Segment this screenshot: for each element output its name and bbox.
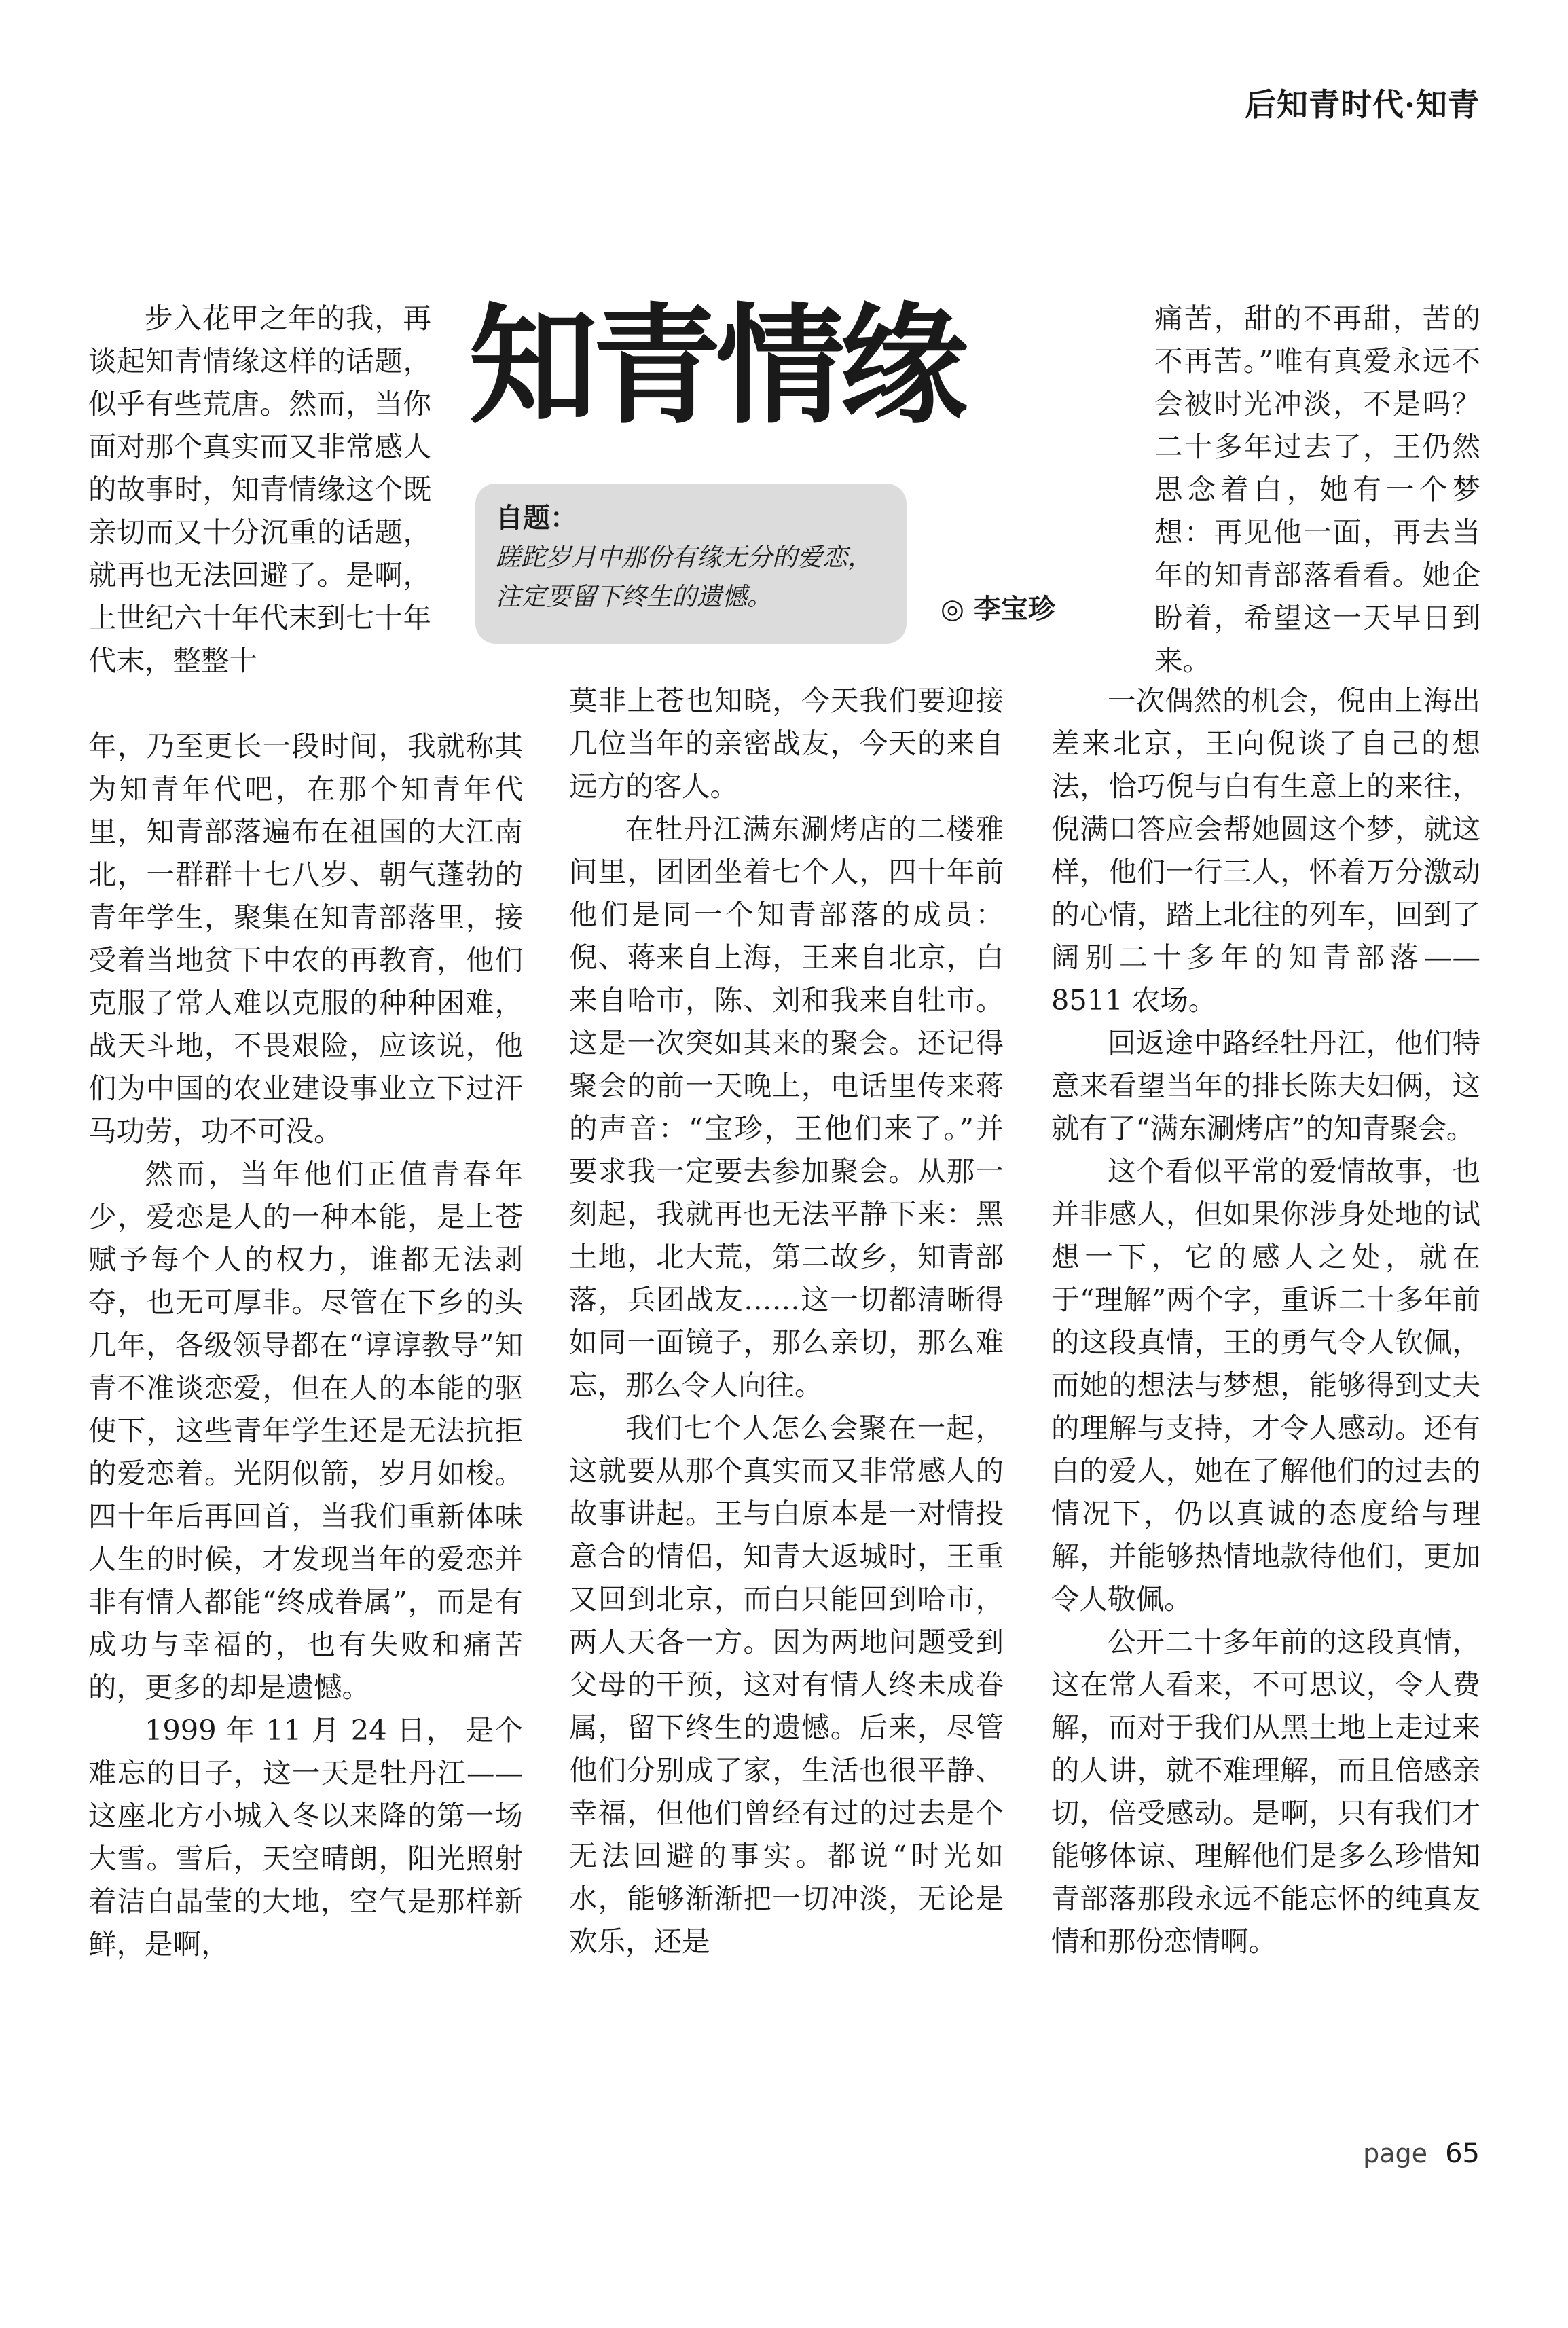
page-label: page (1363, 2139, 1427, 2168)
paragraph: 在牡丹江满东涮烤店的二楼雅间里，团团坐着七个人，四十年前他们是同一个知青部落的成员：倪、蒋来自上海，王来自北京，白来自哈市，陈、刘和我来自牡市。这是一次突如其来的聚会。还记得聚会的前一天晚上，电话里传来蒋的声音：“宝珍，王他们来了。”并要求我一定要去参加聚会。从那一刻起，我就再也无法平静下来：黑土地，北大荒，第二故乡，知青部落，兵团战友……这一切都清晰得如同一面镜子，那么亲切，那么难忘，那么令人向往。 (569, 812, 1004, 1402)
paragraph: 公开二十多年前的这段真情，这在常人看来，不可思议，令人费解，而对于我们从黑土地上走过来的人讲，就不难理解，而且倍感亲切，倍受感动。是啊，只有我们才能够体谅、理解他们是多么珍惜知青部落那段永远不能忘怀的纯真友情和那份恋情啊。 (1051, 1625, 1480, 1958)
author-mark-icon: ◎ (941, 594, 964, 625)
column-3-top (1154, 297, 1480, 682)
author-name: 李宝珍 (973, 594, 1055, 625)
section-header: 后知青时代·知青 (1244, 86, 1480, 123)
paragraph: 痛苦，甜的不再甜，苦的不再苦。”唯有真爱永远不会被时光冲淡，不是吗？二十多年过去了，王仍然思念着白，她有一个梦想：再见他一面，再去当年的知青部落看看。她企盼着，希望这一天早日到来。 (1154, 302, 1480, 677)
paragraph: 莫非上苍也知晓，今天我们要迎接几位当年的亲密战友，今天的来自远方的客人。 (569, 684, 1004, 803)
column-3 (1051, 679, 1480, 1963)
paragraph: 回返途中路经牡丹江，他们特意来看望当年的排长陈夫妇俩，这就有了“满东涮烤店”的知青聚会。 (1051, 1026, 1480, 1145)
column-2 (569, 679, 1004, 1963)
paragraph: 我们七个人怎么会聚在一起，这就要从那个真实而又非常感人的故事讲起。王与白原本是一对情投意合的情侣，知青大返城时，王重又回到北京，而白只能回到哈市，两人天各一方。因为两地问题受到父母的干预，这对有情人终未成眷属，留下终生的遗憾。后来，尽管他们分别成了家，生活也很平静、幸福，但他们曾经有过的过去是个无法回避的事实。都说“时光如水，能够渐渐把一切冲淡，无论是欢乐，还是 (569, 1411, 1004, 1958)
page-number: 65 (1445, 2138, 1480, 2169)
deck-box (475, 484, 907, 644)
paragraph: 然而，当年他们正值青春年少，爱恋是人的一种本能，是上苍赋予每个人的权力，谁都无法剥夺，也无可厚非。尽管在下乡的头几年，各级领导都在“谆谆教导”知青不准谈恋爱，但在人的本能的驱使下，这些青年学生还是无法抗拒的爱恋着。光阴似箭，岁月如梭。四十年后再回首，当我们重新体味人生的时候，才发现当年的爱恋并非有情人都能“终成眷属”，而是有成功与幸福的，也有失败和痛苦的，更多的却是遗憾。 (88, 1157, 523, 1704)
column-1-top (88, 297, 431, 682)
paragraph: 步入花甲之年的我，再谈起知青情缘这样的话题，似乎有些荒唐。然而，当你面对那个真实而又非常感人的故事时，知青情缘这个既亲切而又十分沉重的话题，就再也无法回避了。是啊，上世纪六十年代末到七十年代末，整整十 (88, 302, 431, 677)
paragraph: 这个看似平常的爱情故事，也并非感人，但如果你涉身处地的试想一下，它的感人之处，就在于“理解”两个字，重诉二十多年前的这段真情，王的勇气令人钦佩，而她的想法与梦想，能够得到丈夫的理解与支持，才令人感动。还有白的爱人，她在了解他们的过去的情况下，仍以真诚的态度给与理解，并能够热情地款待他们，更加令人敬佩。 (1051, 1154, 1480, 1616)
page-footer (1363, 2138, 1480, 2169)
paragraph: 一次偶然的机会，倪由上海出差来北京，王向倪谈了自己的想法，恰巧倪与白有生意上的来往，倪满口答应会帮她圆这个梦，就这样，他们一行三人，怀着万分激动的心情，踏上北往的列车，回到了阔别二十多年的知青部落——8511 农场。 (1051, 684, 1480, 1017)
column-1 (88, 725, 523, 1965)
paragraph: 1999 年 11 月 24 日， 是个难忘的日子，这一天是牡丹江——这座北方小城入冬以来降的第一场大雪。雪后，天空晴朗，阳光照射着洁白晶莹的大地，空气是那样新鲜，是啊， (88, 1713, 523, 1961)
deck-label: 自题： (496, 503, 577, 534)
article-title: 知青情缘 (469, 291, 964, 441)
deck-text: 蹉跎岁月中那份有缘无分的爱恋，注定要留下终生的遗憾。 (496, 543, 873, 611)
author-byline (941, 587, 1055, 626)
paragraph: 年，乃至更长一段时间，我就称其为知青年代吧，在那个知青年代里，知青部落遍布在祖国的大江南北，一群群十七八岁、朝气蓬勃的青年学生，聚集在知青部落里，接受着当地贫下中农的再教育，他们克服了常人难以克服的种种困难，战天斗地，不畏艰险，应该说，他们为中国的农业建设事业立下过汗马功劳，功不可没。 (88, 729, 523, 1148)
